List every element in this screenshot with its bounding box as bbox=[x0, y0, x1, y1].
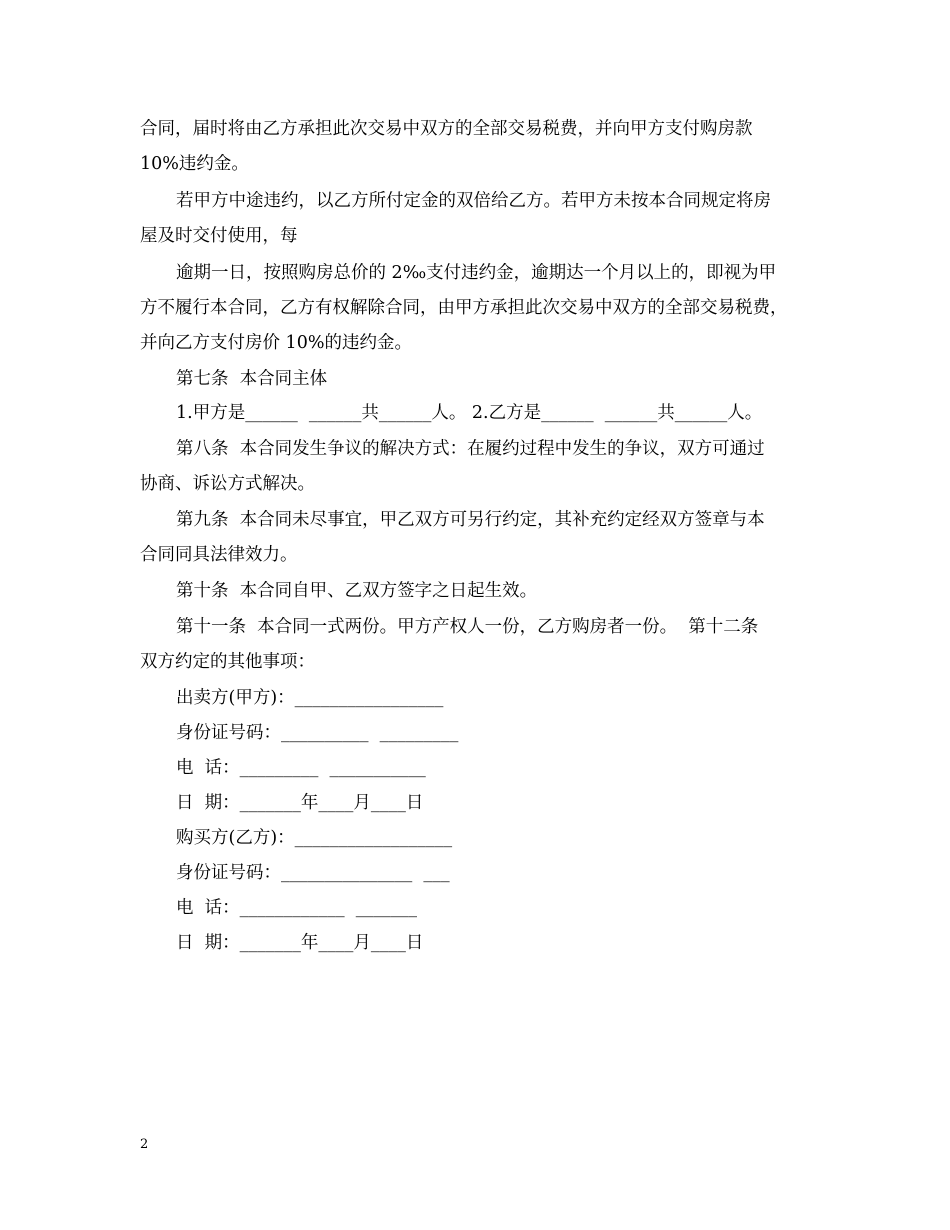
seller-date-field: 日 期：_______年____月____日 bbox=[176, 793, 424, 813]
text-line: 屋及时交付使用，每 bbox=[140, 226, 298, 246]
text-line: 若甲方中途违约，以乙方所付定金的双倍给乙方。若甲方未按本合同规定将房 bbox=[176, 191, 771, 211]
text-line: 第八条 本合同发生争议的解决方式：在履约过程中发生的争议，双方可通过 bbox=[176, 439, 765, 459]
page-number: 2 bbox=[140, 1137, 149, 1152]
text-line: 1.甲方是______ ______共______人。 2.乙方是______ ______共______人。 bbox=[176, 403, 763, 423]
seller-signature-field: 出卖方(甲方)：_________________ bbox=[176, 688, 444, 708]
seller-phone-field: 电 话：_________ ___________ bbox=[176, 758, 426, 778]
text-line: 逾期一日，按照购房总价的 2‰支付违约金，逾期达一个月以上的，即视为甲 bbox=[176, 263, 777, 283]
seller-id-field: 身份证号码：__________ _________ bbox=[176, 723, 459, 743]
text-line: 协商、诉讼方式解决。 bbox=[140, 474, 315, 494]
buyer-date-field: 日 期：_______年____月____日 bbox=[176, 933, 424, 953]
buyer-signature-field: 购买方(乙方)：__________________ bbox=[176, 828, 453, 848]
text-line: 合同同具法律效力。 bbox=[140, 545, 298, 565]
article-heading: 第七条 本合同主体 bbox=[176, 369, 328, 389]
text-line: 方不履行本合同，乙方有权解除合同，由甲方承担此次交易中双方的全部交易税费， bbox=[140, 298, 788, 318]
buyer-phone-field: 电 话：____________ _______ bbox=[176, 898, 418, 918]
text-line: 第十条 本合同自甲、乙双方签字之日起生效。 bbox=[176, 581, 538, 601]
text-line: 合同，届时将由乙方承担此次交易中双方的全部交易税费，并向甲方支付购房款 bbox=[140, 119, 753, 139]
text-line: 并向乙方支付房价 10%的违约金。 bbox=[140, 333, 412, 353]
buyer-id-field: 身份证号码：_______________ ___ bbox=[176, 863, 450, 883]
text-line: 第十一条 本合同一式两份。甲方产权人一份，乙方购房者一份。 第十二条 bbox=[176, 617, 759, 637]
text-line: 10%违约金。 bbox=[140, 154, 249, 174]
text-line: 双方约定的其他事项： bbox=[140, 652, 315, 672]
text-line: 第九条 本合同未尽事宜，甲乙双方可另行约定，其补充约定经双方签章与本 bbox=[176, 510, 765, 530]
